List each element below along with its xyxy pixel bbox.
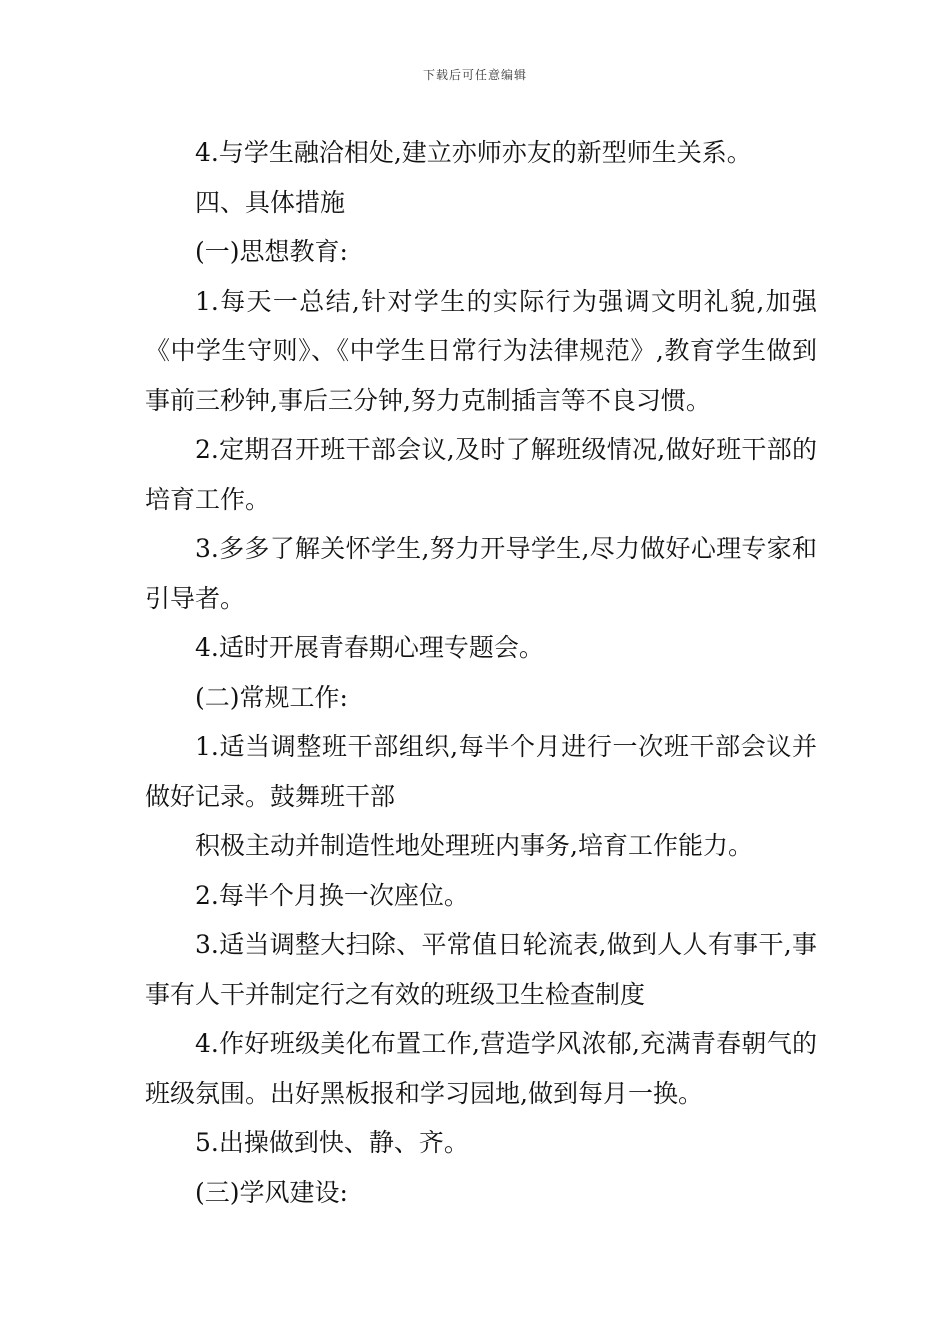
paragraph: 积极主动并制造性地处理班内事务,培育工作能力。: [195, 831, 753, 860]
paragraph: 5.出操做到快、静、齐。: [195, 1128, 469, 1157]
paragraph: 4.适时开展青春期心理专题会。: [195, 633, 544, 662]
paragraph: 4.作好班级美化布置工作,营造学风浓郁,充满青春朝气的班级氛围。出好黑板报和学习园地,做到每月一换。: [145, 1029, 817, 1108]
paragraph: 1.每天一总结,针对学生的实际行为强调文明礼貌,加强《中学生守则》、《中学生日常行为法律规范》,教育学生做到事前三秒钟,事后三分钟,努力克制插言等不良习惯。: [145, 286, 817, 415]
subsection-heading: (三)学风建设:: [195, 1177, 348, 1207]
paragraph: 3.适当调整大扫除、平常值日轮流表,做到人人有事干,事事有人干并制定行之有效的班级卫生检查制度: [145, 930, 817, 1009]
subsection-heading: (二)常规工作:: [195, 682, 348, 712]
paragraph: 2.每半个月换一次座位。: [195, 880, 469, 910]
document-body: [145, 128, 817, 1217]
subsection-heading: (一)思想教育:: [195, 237, 348, 266]
paragraph: 4.与学生融洽相处,建立亦师亦友的新型师生关系。: [195, 138, 752, 167]
section-heading: 四、具体措施: [195, 187, 346, 217]
page-header: 下载后可任意编辑: [422, 68, 527, 82]
paragraph: 1.适当调整班干部组织,每半个月进行一次班干部会议并做好记录。鼓舞班干部: [145, 732, 817, 811]
paragraph: 3.多多了解关怀学生,努力开导学生,尽力做好心理专家和引导者。: [145, 534, 817, 613]
paragraph: 2.定期召开班干部会议,及时了解班级情况,做好班干部的培育工作。: [145, 435, 817, 514]
